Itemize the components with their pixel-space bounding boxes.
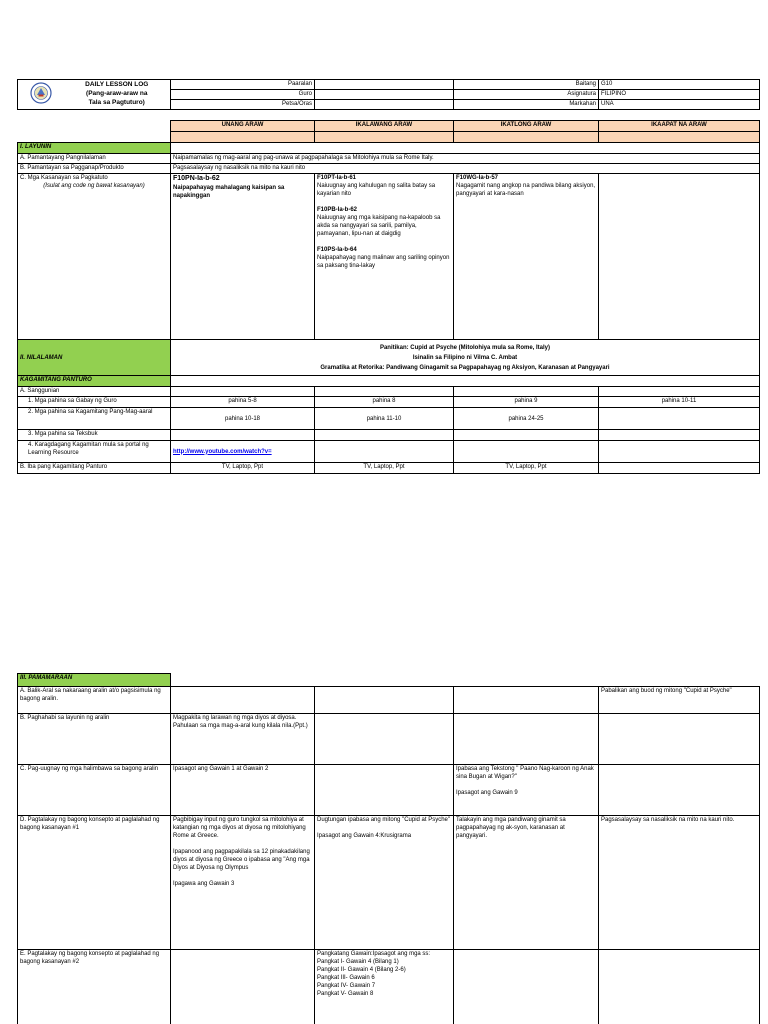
learner-material-label: 2. Mga pahina sa Kagamitang Pang-Mag-aaral xyxy=(18,408,171,430)
other-materials-3: TV, Laptop, Ppt xyxy=(454,463,599,474)
competency-day-2: F10PT-Ia-b-61 Naiuugnay ang kahulugan ng salita batay sa kayarian nito F10PB-Ia-b-62 Naiuugnay ang mga kaisipang na-kapaloob sa akda sa nangyayari sa sarili, pamilya, pamayanan, lipu-nan at daigdig F10PS-Ia-b-64 Naipapahayag nang malinaw ang sariling opinyon sa paksang tina-lakay xyxy=(315,174,454,340)
school-value[interactable] xyxy=(315,80,454,90)
discussion-2-label: E. Pagtalakay ng bagong konsepto at paglalahad ng bagong kasanayan #2 xyxy=(18,950,171,1024)
quarter-label: Markahan xyxy=(454,100,599,110)
lm-pages-1: pahina 10-18 xyxy=(171,408,315,430)
deped-seal-logo xyxy=(18,80,64,110)
day-date-2[interactable] xyxy=(315,132,454,143)
teacher-value[interactable] xyxy=(315,90,454,100)
teacher-guide-label: 1. Mga pahina sa Gabay ng Guro xyxy=(18,397,171,408)
day-header-4: IKAAPAT NA ARAW xyxy=(599,121,760,132)
subject-value[interactable]: FILIPINO xyxy=(599,90,760,100)
competencies-label: C. Mga Kasanayan sa Pagkatuto (Isulat ang code ng bawat kasanayan) xyxy=(18,174,171,340)
competency-day-3: F10WG-Ia-b-57 Nagagamit nang angkop na pandiwa bilang aksiyon, pangyayari at kara-nasan xyxy=(454,174,599,340)
content-standard-value: Naipamamalas ng mag-aaral ang pag-unawa at pagpapahalaga sa Mitolohiya mula sa Rome Italy. xyxy=(171,154,760,164)
lm-pages-3: pahina 24-25 xyxy=(454,408,599,430)
tg-pages-3: pahina 9 xyxy=(454,397,599,408)
examples-label: C. Pag-uugnay ng mga halimbawa sa bagong aralin xyxy=(18,765,171,816)
discussion-1-day-3: Talakayin ang mga pandiwang ginamit sa pagpapahayag ng ak-syon, karanasan at pangyayari. xyxy=(454,816,599,950)
grade-value[interactable]: G10 xyxy=(599,80,760,90)
purpose-day-1: Magpakita ng larawan ng mga diyos at diyosa. Pahulaan sa mga mag-a-aral kung kilala nila.(Ppt.) xyxy=(171,714,315,765)
references-label: A. Sanggunian xyxy=(18,387,171,397)
section-kagamitan: KAGAMITANG PANTURO xyxy=(18,376,171,387)
tg-pages-2: pahina 8 xyxy=(315,397,454,408)
quarter-value[interactable]: UNA xyxy=(599,100,760,110)
competency-day-4 xyxy=(599,174,760,340)
tg-pages-4: pahina 10-11 xyxy=(599,397,760,408)
day-header-1: UNANG ARAW xyxy=(171,121,315,132)
competency-day-1: F10PN-Ia-b-62 Naipapahayag mahalagang kaisipan sa napakinggan xyxy=(171,174,315,340)
date-value[interactable] xyxy=(315,100,454,110)
lr-portal-label: 4. Karagdagang Kagamitan mula sa portal ng Learning Resource xyxy=(18,441,171,463)
tg-pages-1: pahina 5-8 xyxy=(171,397,315,408)
section-layunin: I. LAYUNIN xyxy=(18,143,171,154)
document-title xyxy=(64,80,171,110)
other-materials-label: B. Iba pang Kagamitang Panturo xyxy=(18,463,171,474)
day-header-2: IKALAWANG ARAW xyxy=(315,121,454,132)
title-line-1: DAILY LESSON LOG xyxy=(85,81,149,88)
content-standard-label: A. Pamantayang Pangnilalaman xyxy=(18,154,171,164)
date-label: Petsa/Oras xyxy=(171,100,315,110)
discussion-1-label: D. Pagtalakay ng bagong konsepto at paglalahad ng bagong kasanayan #1 xyxy=(18,816,171,950)
content-cell: Panitikan: Cupid at Psyche (Mitolohiya mula sa Rome, Italy) Isinalin sa Filipino ni Vilma C. Ambat Gramatika at Retorika: Pandiwang Ginagamit sa Pagpapahayag ng Aksiyon, Karanasan at Pangyayari xyxy=(171,340,760,376)
subject-label: Asignatura xyxy=(454,90,599,100)
examples-day-1: Ipasagot ang Gawain 1 at Gawain 2 xyxy=(171,765,315,816)
performance-standard-value: Pagsasalaysay ng nasaliksik na mito na kauri nito xyxy=(171,164,760,174)
performance-standard-label: B. Pamantayan sa Pagganap/Produkto xyxy=(18,164,171,174)
grade-label: Baitang xyxy=(454,80,599,90)
discussion-2-day-2: Pangkatang Gawain:Ipasagot ang mga ss: Pangkat I- Gawain 4 (Bilang 1) Pangkat II- Gawain 4 (Bilang 2-6) Pangkat III- Gawain 6 Pangkat IV- Gawain 7 Pangkat V- Gawain 8 xyxy=(315,950,454,1024)
textbook-label: 3. Mga pahina sa Teksbuk xyxy=(18,430,171,441)
discussion-1-day-2: Dugtungan ipabasa ang mitong "Cupid at Psyche" Ipasagot ang Gawain 4:Krusigrama xyxy=(315,816,454,950)
day-date-3[interactable] xyxy=(454,132,599,143)
teacher-label: Guro xyxy=(171,90,315,100)
lm-pages-2: pahina 11-10 xyxy=(315,408,454,430)
discussion-1-day-4: Pagsasalaysay sa nasaliksik na mito na kauri nito. xyxy=(599,816,760,950)
other-materials-4 xyxy=(599,463,760,474)
purpose-label: B. Paghahabi sa layunin ng aralin xyxy=(18,714,171,765)
lm-pages-4 xyxy=(599,408,760,430)
section-nilalaman: II. NILALAMAN xyxy=(18,340,171,376)
title-line-2: (Pang-araw-araw na xyxy=(86,90,148,97)
day-date-1[interactable] xyxy=(171,132,315,143)
seal-icon xyxy=(30,82,52,104)
title-line-3: Tala sa Pagtuturo) xyxy=(88,99,145,106)
day-date-4[interactable] xyxy=(599,132,760,143)
discussion-1-day-1: Pagbibigay input ng guro tungkol sa mitolohiya at katangian ng mga diyos at diyosa ng mitolohiyang Rome at Greece. Ipapanood ang pagpapakilala sa 12 pinakadakilang diyos at diyosa ng Greece o ipabasa ang "Ang mga Diyos at Diyosa ng Olympus Ipagawa ang Gawain 3 xyxy=(171,816,315,950)
day-header-3: IKATLONG ARAW xyxy=(454,121,599,132)
section-pamamaraan: III. PAMAMARAAN xyxy=(18,674,171,687)
youtube-link[interactable]: http://www.youtube.com/watch?v= xyxy=(173,448,272,455)
school-label: Paaralan xyxy=(171,80,315,90)
lesson-log-table xyxy=(17,79,760,474)
other-materials-2: TV, Laptop, Ppt xyxy=(315,463,454,474)
examples-day-3: Ipabasa ang Tekstong " Paano Nag-karoon ng Anak sina Bugan at Wigan?" Ipasagot ang Gawain 9 xyxy=(454,765,599,816)
procedure-table xyxy=(17,673,760,1024)
other-materials-1: TV, Laptop, Ppt xyxy=(171,463,315,474)
review-day-4: Pabalikan ang buod ng mitong "Cupid at Psyche" xyxy=(599,687,760,714)
review-label: A. Balik-Aral sa nakaraang aralin at/o pagsisimula ng bagong aralin. xyxy=(18,687,171,714)
